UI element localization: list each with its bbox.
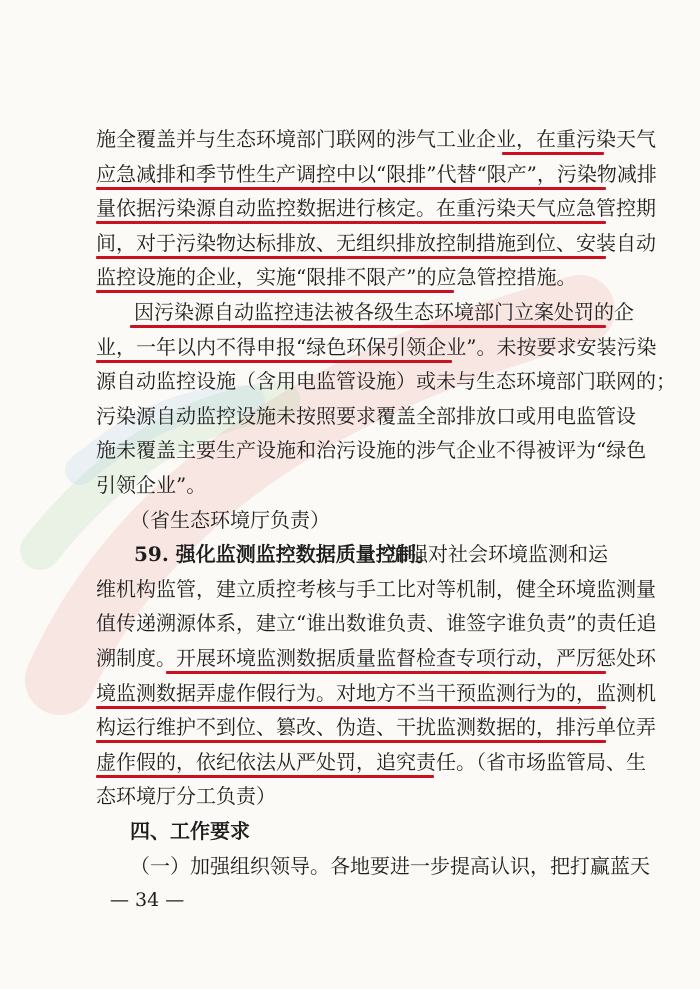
page-number: — 34 — [110,889,185,911]
document-page: 施全覆盖并与生态环境部门联网的涉气工业企业，在重污染天气 应急减排和季节性生产调控中以“限排”代替“限产”，污染物减排 量依据污染源自动监控数据进行核定。在重污染天气应急管控期 间，对于污染物达标排放、无组织排放控制措施到位、安装自动 监控设施的企业，实施“限排不限产”的应急管控措施。 因污染源自动监控违法被各级生态环境部门立案处罚的企 业，一年以内不得申报“绿色环保引领企业”。未按要求安装污染 源自动监控设施（含用电监管设施）或未与生态环境部门联网的； 污染源自动监控设施未按照要求覆盖全部排放口或用电监管设 施未覆盖主要生产设施和治污设施的涉气企业不得被评为“绿色 引领企业”。 （省生态环境厅负责） 59. 强化监测监控数据质量控制。 加强对社会环境监测和运 维机构监管，建立质控考核与手工比对等机制，健全环境监测量 值传递溯源体系，建立“谁出数谁负责、谁签字谁负责”的责任追 溯制度。开展环境监测数据质量监督检查专项行动，严厉惩处环 境监测数据弄虚作假行为。对地方不当干预监测行为的，监测机 构运行维护不到位、篡改、伪造、干扰监测数据的，排污单位弄 虚作假的，依纪依法从严处罚，追究责任。（省市场监管局、生 态环境厅分工负责） 四、工作要求 （一）加强组织领导。各地要进一步提高认识，把打赢蓝天 — 34 — [0,0,700,989]
